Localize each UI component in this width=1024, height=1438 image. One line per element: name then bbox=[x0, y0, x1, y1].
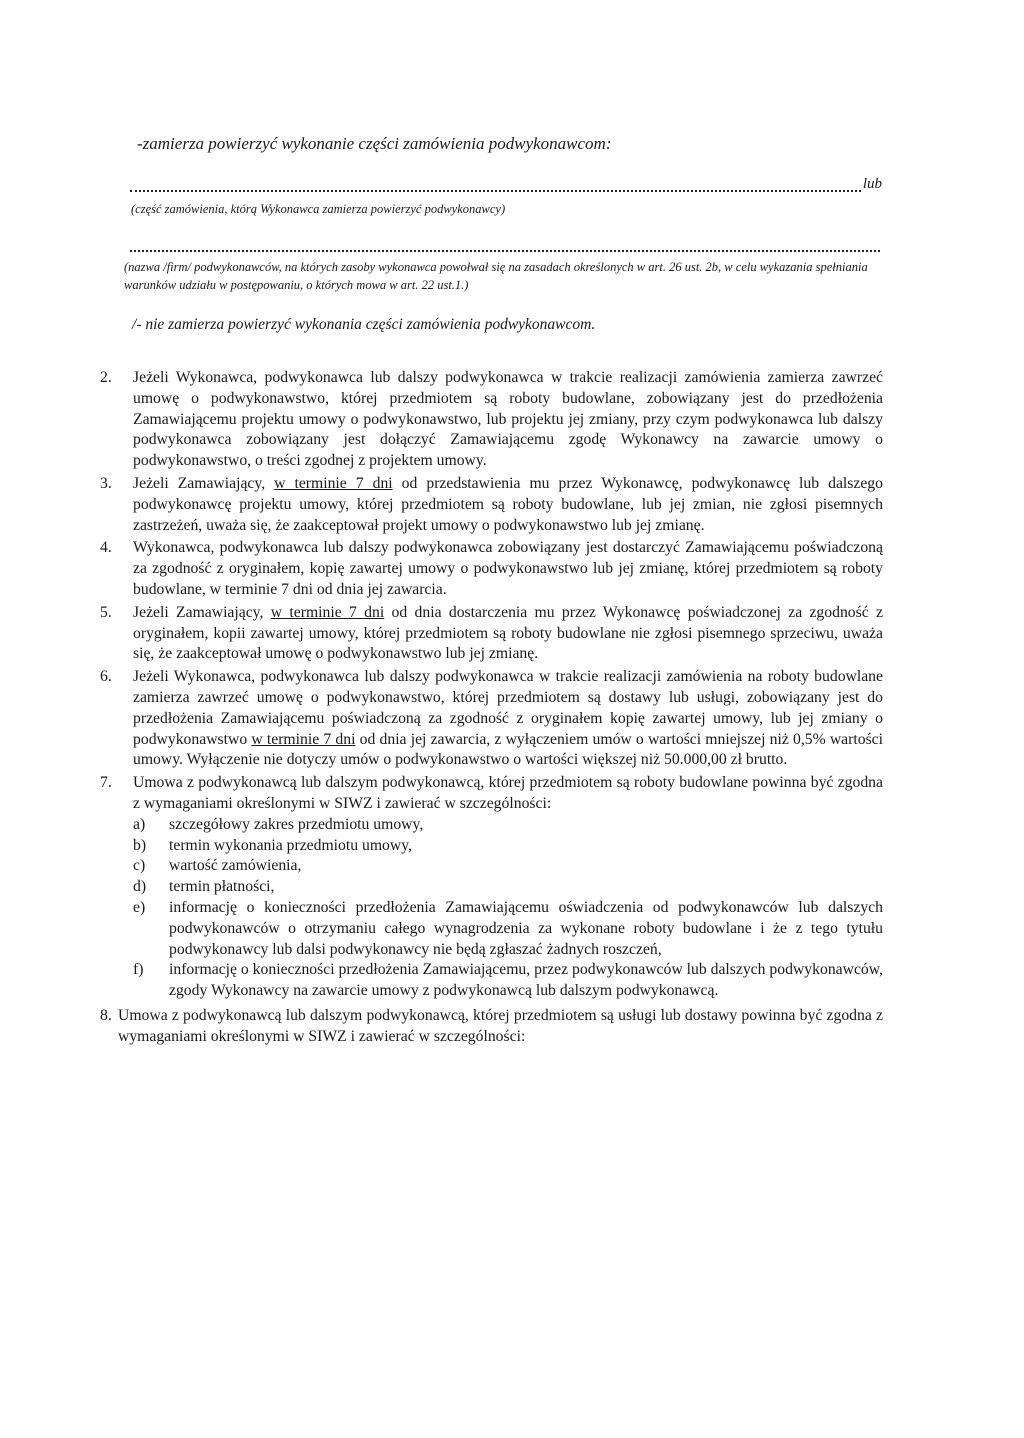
sub-text: termin płatności, bbox=[169, 878, 275, 896]
sub-item-c bbox=[133, 856, 883, 877]
dotted-fill bbox=[130, 176, 861, 192]
sub-letter: e) bbox=[133, 898, 146, 916]
point-number: 8. bbox=[100, 1006, 112, 1024]
note-subcontractor-names: (nazwa /firm/ podwykonawców, na których zasoby wykonawca powołwał się na zasadach określonych w art. 26 ust. 2b, w celu wykazania spełniania warunków udziału w postępowaniu, o których mowa w art. 22 ust.1.) bbox=[124, 260, 868, 292]
point-text-pre: Jeżeli Wykonawca, podwykonawca lub dalszy podwykonawca w trakcie realizacji zamówienia na roboty budowlane zamierza zawrzeć umowę o podwykonawstwo, której przedmiotem są dostawy lub usługi, zobowiązany jest do przedłożenia Zamawiającemu poświadczoną za zgodność z oryginałem kopię zawartej umowy, lub jej zmiany o podwykonawstwo bbox=[133, 668, 883, 748]
intro-line-no-subcontract: /- nie zamierza powierzyć wykonania części zamówienia podwykonawcom. bbox=[132, 316, 596, 333]
sub-text: termin wykonania przedmiotu umowy, bbox=[169, 836, 412, 854]
point-text-post: od dnia dostarczenia mu przez Wykonawcę poświadczonej za zgodność z oryginałem, kopii zawartej umowy, której przedmiotem są roboty budowlane nie zgłosi pisemnego sprzeciwu, uważa się, że zaakceptował umowę o podwykonawstwo lub jej zmianę. bbox=[133, 603, 884, 663]
deadline-underlined: w terminie 7 dni bbox=[274, 474, 393, 492]
note-part-of-order: (część zamówienia, którą Wykonawca zamierza powierzyć podwykonawcy) bbox=[131, 202, 506, 216]
sub-letter: c) bbox=[133, 857, 146, 875]
point-7 bbox=[100, 773, 883, 1002]
sub-text: wartość zamówienia, bbox=[169, 857, 302, 875]
point-text: Jeżeli Wykonawca, podwykonawca lub dalszy podwykonawca w trakcie realizacji zamówienia zamierza zawrzeć umowę o podwykonawstwo, której przedmiotem są roboty budowlane, zobowiązany jest do przedłożenia Zamawiającemu projektu umowy o podwykonawstwo, lub projektu jej zmiany, przy czym podwykonawca lub dalszy podwykonawca zobowiązany jest dołączyć Zamawiającemu zgodę Wykonawcy na zawarcie umowy o podwykonawstwo, o treści zgodnej z projektem umowy. bbox=[133, 369, 883, 470]
point-8 bbox=[100, 1006, 883, 1048]
point-7-sublist bbox=[133, 815, 883, 1002]
sub-text: informację o konieczności przedłożenia Zamawiającemu oświadczenia od podwykonawców lub dalszych podwykonawców o otrzymaniu całego wynagrodzenia za wykonane roboty budowlane i że z tego tytułu podwykonawcy lub dalsi podwykonawcy nie będą zgłaszać żadnych roszczeń, bbox=[169, 898, 883, 958]
point-text-post: od dnia jej zawarcia, z wyłączeniem umów o wartości mniejszej niż 0,5% wartości umowy. Wyłączenie nie dotyczy umów o podwykonawstwo o wartości większej niż 50.000,00 zł brutto. bbox=[133, 730, 883, 769]
point-text-pre: Jeżeli Zamawiający, bbox=[133, 603, 271, 621]
point-number: 3. bbox=[100, 474, 112, 492]
point-text-post: od przedstawienia mu przez Wykonawcę, podwykonawcę lub dalszego podwykonawcę projektu umowy, której przedmiotem są roboty budowlane, lub jej zmian, nie zgłosi pisemnych zastrzeżeń, uważa się, że zaakceptował projekt umowy o podwykonawstwo lub jej zmianę. bbox=[133, 474, 883, 534]
dotted-field-names bbox=[130, 236, 882, 252]
point-number: 6. bbox=[100, 668, 112, 686]
point-2 bbox=[100, 368, 883, 472]
point-text bbox=[133, 603, 883, 665]
sub-item-a bbox=[133, 815, 883, 836]
point-text: Umowa z podwykonawcą lub dalszym podwykonawcą, której przedmiotem są usługi lub dostawy powinna być zgodna z wymaganiami określonymi w SIWZ i zawierać w szczególności: bbox=[118, 1006, 883, 1045]
point-number: 7. bbox=[100, 774, 112, 792]
deadline-underlined: w terminie 7 dni bbox=[251, 730, 356, 748]
sub-letter: b) bbox=[133, 836, 147, 854]
point-text: Wykonawca, podwykonawca lub dalszy podwykonawca zobowiązany jest dostarczyć Zamawiającemu poświadczoną za zgodność z oryginałem, kopię zawartej umowy o podwykonawstwo lub jej zmianę, której przedmiotem są roboty budowlane, w terminie 7 dni od dnia jej zawarcia. bbox=[133, 539, 883, 598]
sub-item-d bbox=[133, 877, 883, 898]
sub-text: informację o konieczności przedłożenia Zamawiającemu, przez podwykonawców lub dalszych podwykonawców, zgody Wykonawcy na zawarcie umowy z podwykonawcą lub dalszym podwykonawcą. bbox=[169, 961, 883, 1000]
point-3 bbox=[100, 474, 883, 536]
sub-letter: a) bbox=[133, 815, 146, 833]
point-5 bbox=[100, 603, 883, 665]
lub-label: lub bbox=[862, 176, 882, 192]
point-text bbox=[133, 474, 883, 536]
point-number: 4. bbox=[100, 539, 112, 557]
point-number: 5. bbox=[100, 603, 112, 621]
point-text: Umowa z podwykonawcą lub dalszym podwykonawcą, której przedmiotem są roboty budowlane powinna być zgodna z wymaganiami określonymi w SIWZ i zawierać w szczególności: bbox=[133, 774, 883, 812]
sub-letter: f) bbox=[133, 961, 144, 979]
point-6 bbox=[100, 667, 883, 771]
dotted-field-part bbox=[130, 176, 882, 192]
sub-item-f bbox=[133, 960, 883, 1002]
point-text bbox=[133, 667, 883, 771]
dotted-fill bbox=[130, 236, 880, 252]
point-7-body bbox=[133, 773, 883, 1002]
sub-letter: d) bbox=[133, 878, 147, 896]
sub-item-e bbox=[133, 898, 883, 960]
sub-text: szczegółowy zakres przedmiotu umowy, bbox=[169, 815, 424, 833]
point-text-pre: Jeżeli Zamawiający, bbox=[133, 474, 275, 492]
deadline-underlined: w terminie 7 dni bbox=[270, 603, 385, 621]
point-4 bbox=[100, 538, 883, 600]
intro-line-subcontract: -zamierza powierzyć wykonanie części zamówienia podwykonawcom: bbox=[137, 134, 612, 153]
sub-item-b bbox=[133, 836, 883, 857]
points-list bbox=[100, 368, 883, 1048]
point-number: 2. bbox=[100, 369, 112, 386]
